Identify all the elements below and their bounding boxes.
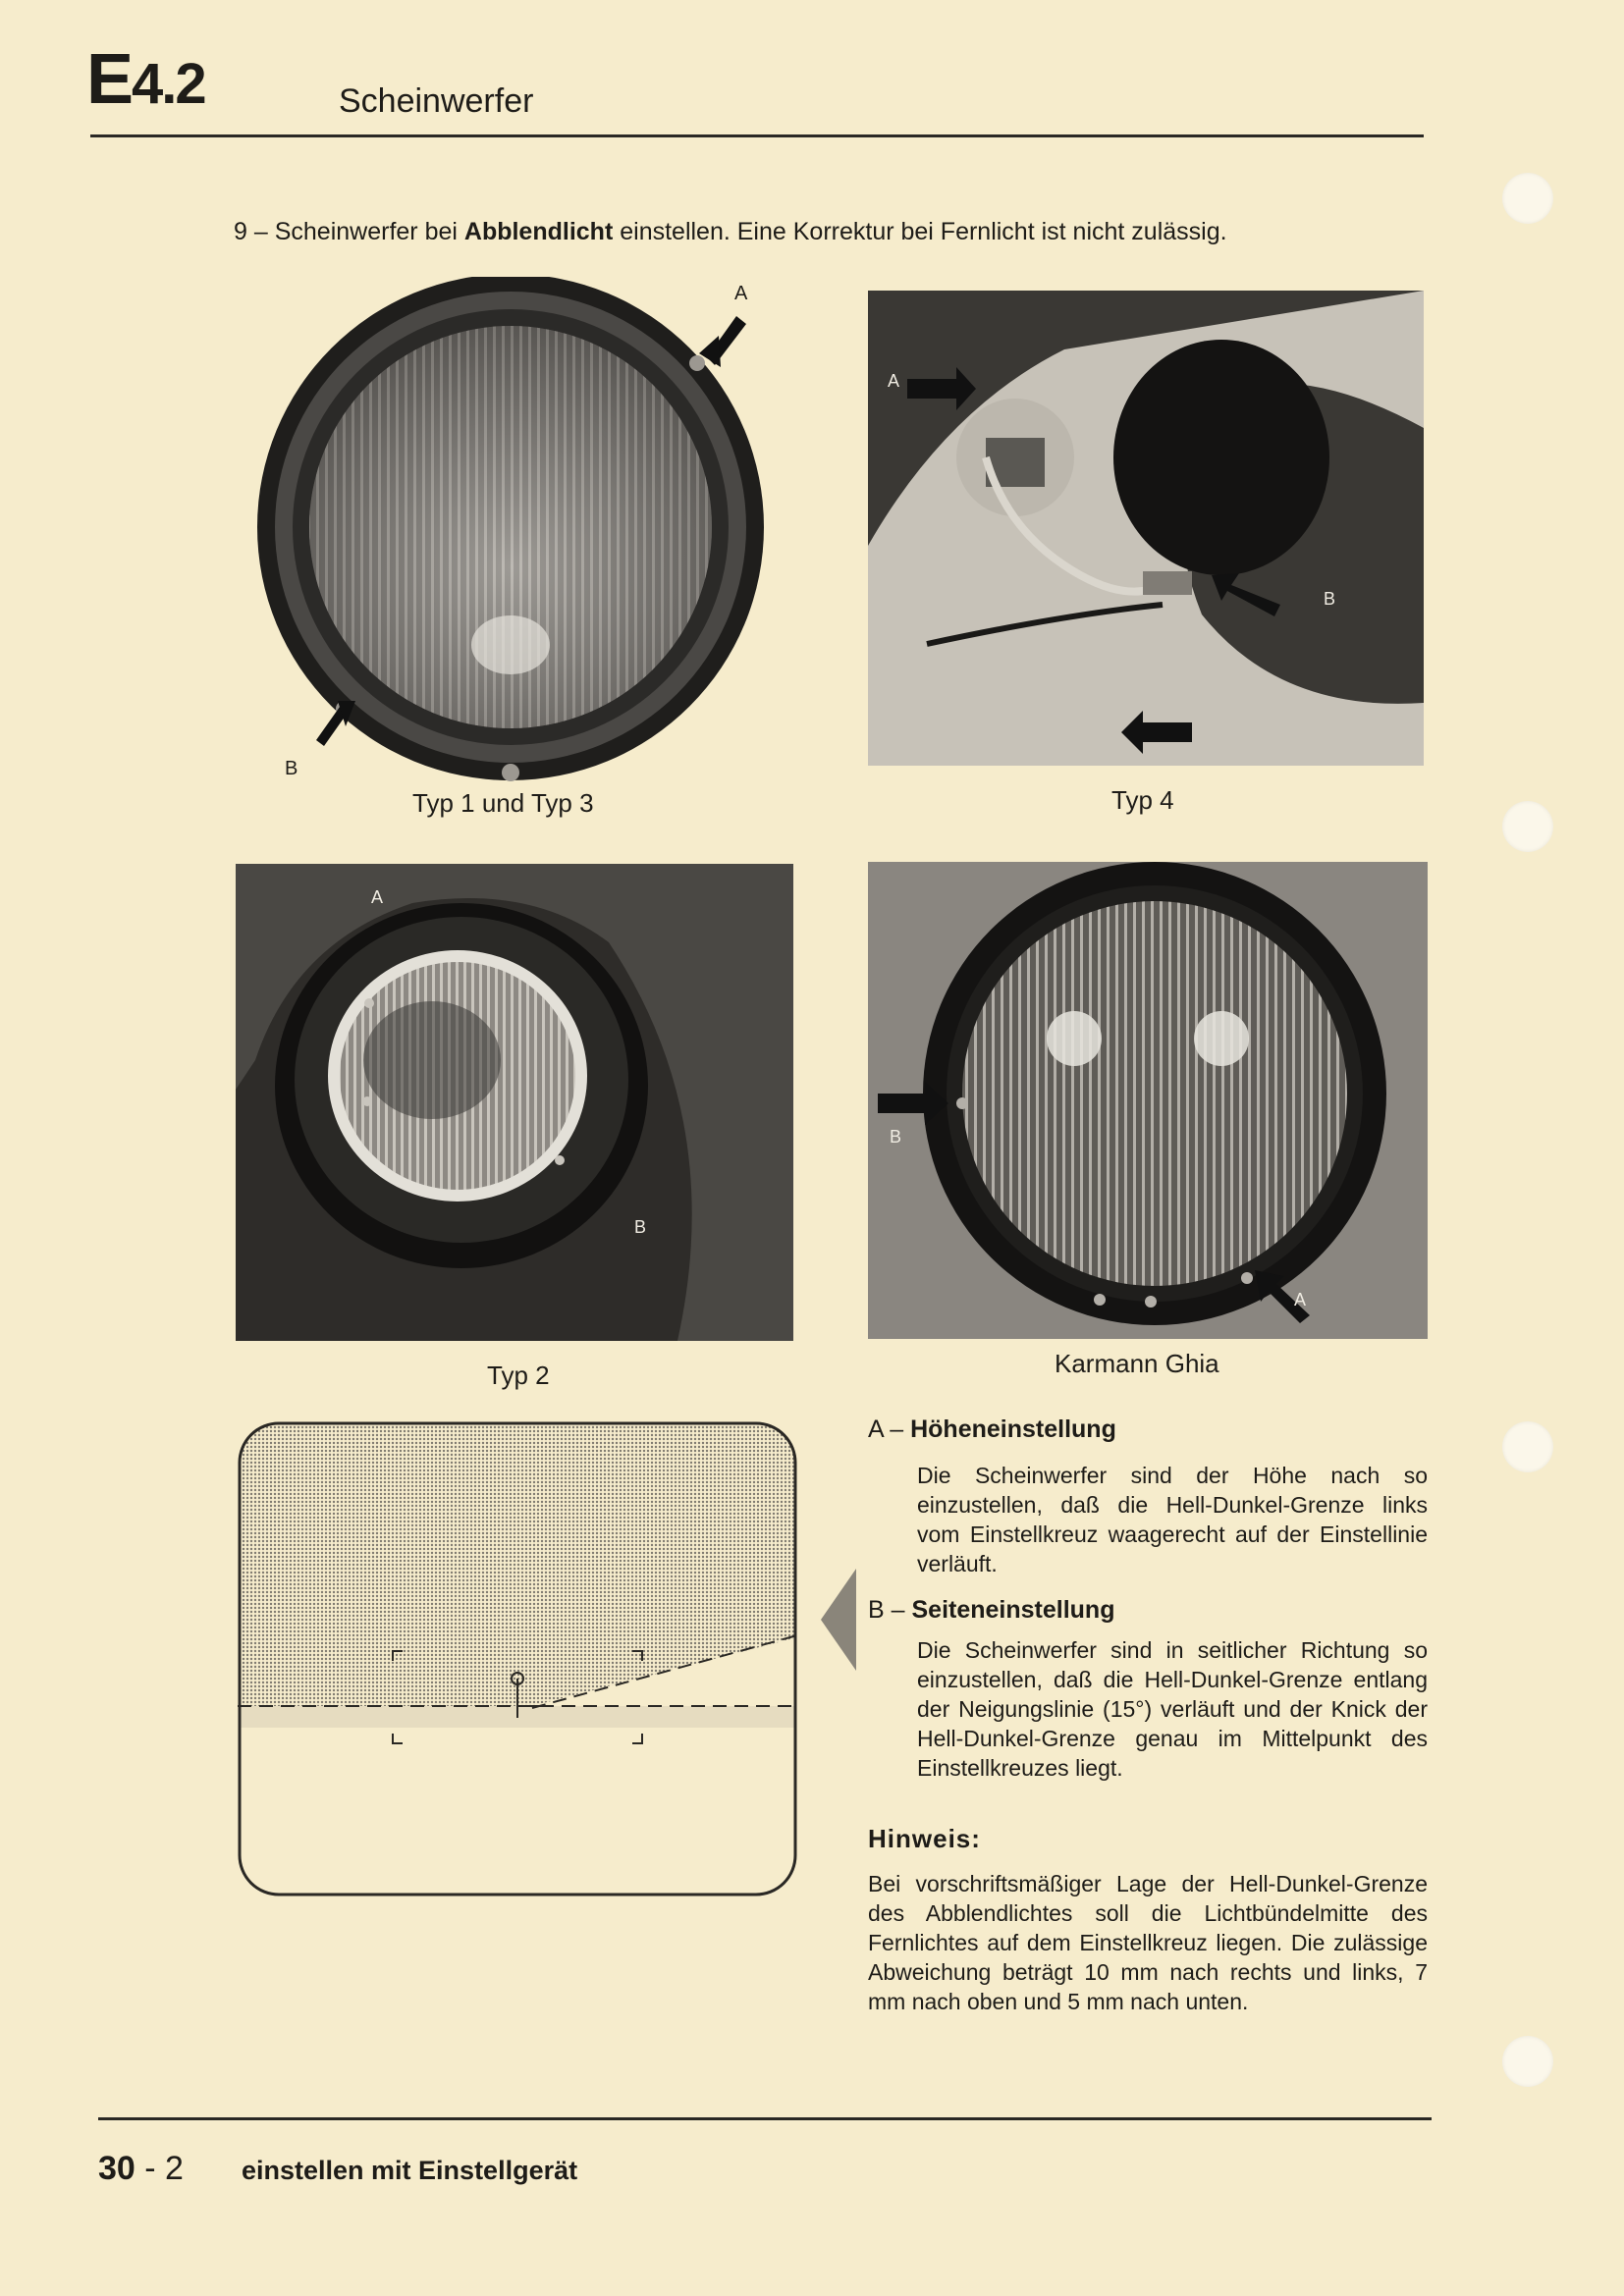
page-number-major: 30 — [98, 2150, 135, 2187]
aiming-screen-diagram — [238, 1421, 797, 1896]
label-b: B — [285, 758, 298, 779]
footer-text: einstellen mit Einstellgerät — [242, 2156, 578, 2185]
headlamp-typ1-illustration — [245, 277, 776, 797]
photo-headlamp-karmann-ghia — [868, 862, 1428, 1339]
headlamp-ghia-illustration — [868, 862, 1428, 1339]
page-number — [98, 2150, 184, 2188]
section-a-heading — [868, 1415, 1428, 1444]
caption-typ4: Typ 4 — [1111, 785, 1174, 815]
section-a-title: Höheneinstellung — [910, 1415, 1116, 1443]
header-rule — [90, 134, 1424, 137]
label-b: B — [634, 1217, 647, 1237]
headlamp-typ2-illustration — [236, 864, 793, 1341]
section-b-title: Seiteneinstellung — [911, 1596, 1115, 1624]
label-b: B — [1324, 589, 1336, 609]
binder-hole — [1502, 2036, 1553, 2087]
section-b-prefix: B – — [868, 1596, 905, 1624]
section-code-letter: E — [86, 40, 133, 119]
step-dash: – — [253, 218, 268, 245]
headlamp-typ4-illustration — [868, 291, 1424, 766]
label-a: A — [371, 887, 384, 907]
photo-headlamp-typ2 — [236, 864, 793, 1341]
section-b-text: Die Scheinwerfer sind in seitlicher Richtung so einzustellen, daß die Hell-Dunkel-Grenze entlang der Neigungslinie (15°) verläuft und der Knick der Hell-Dunkel-Grenze genau im Mittelpunkt des Einstellkreuzes liegt. — [917, 1637, 1428, 1781]
step-number: 9 — [234, 218, 247, 245]
photo-headlamp-typ4 — [868, 291, 1424, 766]
step-bold: Abblendlicht — [463, 218, 614, 245]
step-text-after: einstellen. Eine Korrektur bei Fernlicht ist nicht zulässig. — [620, 218, 1227, 245]
caption-typ2: Typ 2 — [487, 1361, 550, 1390]
pointer-triangle — [821, 1569, 856, 1671]
label-a: A — [888, 371, 900, 391]
section-b-heading — [868, 1596, 1428, 1625]
section-code — [86, 39, 205, 120]
label-b: B — [890, 1127, 902, 1147]
step-instruction — [234, 218, 1227, 246]
hint-heading: Hinweis: — [868, 1824, 981, 1853]
page-number-minor: 2 — [165, 2150, 184, 2187]
label-a: A — [734, 283, 748, 304]
footer-rule — [98, 2117, 1432, 2120]
step-text-before: Scheinwerfer bei — [274, 218, 458, 245]
label-a: A — [1294, 1290, 1307, 1309]
page-number-sep: - — [135, 2150, 166, 2187]
section-code-number: 4.2 — [132, 52, 205, 116]
binder-hole — [1502, 173, 1553, 224]
page-title: Scheinwerfer — [339, 82, 534, 120]
caption-karmann-ghia: Karmann Ghia — [1055, 1349, 1219, 1378]
binder-hole — [1502, 1421, 1553, 1472]
aiming-screen-svg — [238, 1421, 797, 1896]
caption-typ1-typ3: Typ 1 und Typ 3 — [412, 788, 594, 818]
hint-text: Bei vorschriftsmäßiger Lage der Hell-Dunkel-Grenze des Abblendlichtes soll die Lichtbündelmitte des Fernlichtes auf dem Einstellkreuz liegen. Die zulässige Abweichung beträgt 10 mm nach rechts und links, 7 mm nach oben und 5 mm nach unten. — [868, 1871, 1428, 2014]
section-a-prefix: A – — [868, 1415, 904, 1443]
photo-headlamp-typ1-typ3 — [245, 277, 776, 797]
section-a-text: Die Scheinwerfer sind der Höhe nach so einzustellen, daß die Hell-Dunkel-Grenze links vom Einstellkreuz waagerecht auf der Einstellinie verläuft. — [917, 1463, 1428, 1576]
binder-hole — [1502, 801, 1553, 852]
